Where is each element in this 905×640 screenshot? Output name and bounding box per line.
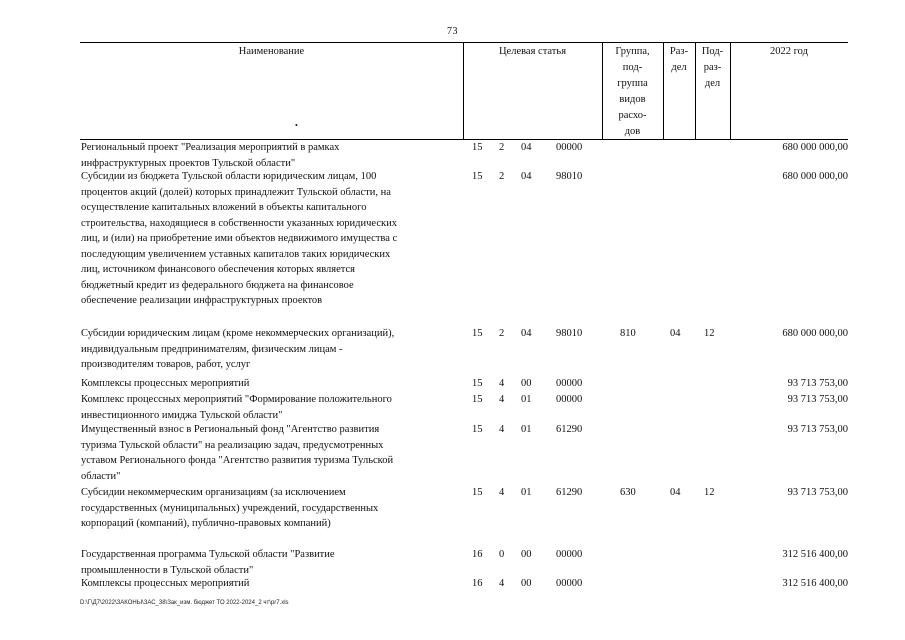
row-c2: 2 <box>499 171 505 182</box>
header-bullet: • <box>295 121 298 130</box>
row-name: Имущественный взнос в Региональный фонд "Агентство развития туризма Тульской области" на реализацию задач, предусмотренных уставом Регионального фонда "Агентство развития туризма Тульской области" <box>81 424 394 482</box>
row-c3: 00 <box>521 378 532 389</box>
table-header <box>80 42 848 140</box>
header-target-article: Целевая статья <box>498 46 567 57</box>
budget-table <box>80 42 848 589</box>
row-c2: 0 <box>499 549 505 560</box>
row-c3: 01 <box>521 394 532 405</box>
row-name: Субсидии из бюджета Тульской области юридическим лицам, 100 процентов акций (долей) которых принадлежит Тульской области, на осуществление капитальных вложений в объекты капитального строительства, находящиеся в собственности указанных юридических лиц, и (или) на приобретение ими объектов недвижимого имущества с последующим увеличением уставных капиталов таких юридических лиц, источником финансового обеспечения которых является бюджетный кредит из федерального бюджета на финансовое обеспечение реализации инфраструктурных проектов <box>81 171 398 306</box>
row-subsection: 12 <box>704 487 715 498</box>
row-c4: 61290 <box>556 487 583 498</box>
row-c2: 4 <box>499 394 505 405</box>
header-group: Группа, под- группа видов расхо- дов <box>615 46 650 137</box>
row-section: 04 <box>670 328 681 339</box>
header-name: Наименование <box>238 46 305 57</box>
row-amount: 312 516 400,00 <box>782 549 848 560</box>
row-amount: 312 516 400,00 <box>782 578 848 589</box>
page-number: 73 <box>447 26 458 37</box>
row-c1: 16 <box>472 578 483 589</box>
row-name: Региональный проект "Реализация мероприятий в рамках инфраструктурных проектов Тульской области" <box>81 142 340 169</box>
row-c1: 15 <box>472 142 483 153</box>
row-c2: 2 <box>499 328 505 339</box>
row-c4: 00000 <box>556 394 583 405</box>
row-name: Комплексы процессных мероприятий <box>81 578 250 589</box>
row-amount: 93 713 753,00 <box>787 394 848 405</box>
row-c3: 00 <box>521 578 532 589</box>
row-section: 04 <box>670 487 681 498</box>
row-name: Субсидии некоммерческим организациям (за исключением государственных (муниципальных) учреждений, государственных корпораций (компаний), публично-правовых компаний) <box>81 487 379 529</box>
row-c4: 00000 <box>556 378 583 389</box>
row-amount: 680 000 000,00 <box>782 171 848 182</box>
row-c2: 4 <box>499 378 505 389</box>
row-c2: 4 <box>499 487 505 498</box>
row-subsection: 12 <box>704 328 715 339</box>
row-c1: 15 <box>472 424 483 435</box>
header-subsection: Под- раз- дел <box>701 46 724 89</box>
row-c4: 61290 <box>556 424 583 435</box>
row-c4: 98010 <box>556 328 583 339</box>
row-amount: 93 713 753,00 <box>787 424 848 435</box>
row-c4: 00000 <box>556 142 583 153</box>
row-c1: 15 <box>472 328 483 339</box>
row-group: 630 <box>620 487 636 498</box>
row-c3: 01 <box>521 487 532 498</box>
row-c1: 16 <box>472 549 483 560</box>
row-c3: 01 <box>521 424 532 435</box>
row-name: Комплексы процессных мероприятий <box>81 378 250 389</box>
header-section: Раз- дел <box>669 46 689 73</box>
header-year: 2022 год <box>770 46 808 57</box>
row-group: 810 <box>620 328 636 339</box>
row-name: Субсидии юридическим лицам (кроме некоммерческих организаций), индивидуальным предпринимателям, физическим лицам - производителям товаров, работ, услуг <box>81 328 395 370</box>
row-name: Государственная программа Тульской области "Развитие промышленности в Тульской области" <box>81 549 335 576</box>
file-path-footer: D:\Г\Д7\2022\ЗАКОНЫ\ЗАС_38\Зак_изм. бюджет ТО 2022-2024_2 чт\pr7.xls <box>80 600 289 606</box>
row-c4: 00000 <box>556 578 583 589</box>
row-c2: 2 <box>499 142 505 153</box>
row-c4: 00000 <box>556 549 583 560</box>
row-c1: 15 <box>472 487 483 498</box>
row-c1: 15 <box>472 378 483 389</box>
row-c4: 98010 <box>556 171 583 182</box>
row-c2: 4 <box>499 578 505 589</box>
row-c3: 04 <box>521 142 532 153</box>
row-c1: 15 <box>472 171 483 182</box>
row-amount: 680 000 000,00 <box>782 328 848 339</box>
row-amount: 680 000 000,00 <box>782 142 848 153</box>
row-c2: 4 <box>499 424 505 435</box>
row-c1: 15 <box>472 394 483 405</box>
row-c3: 04 <box>521 171 532 182</box>
row-c3: 00 <box>521 549 532 560</box>
row-c3: 04 <box>521 328 532 339</box>
row-amount: 93 713 753,00 <box>787 378 848 389</box>
row-name: Комплекс процессных мероприятий "Формирование положительного инвестиционного имиджа Тульской области" <box>81 394 392 421</box>
row-amount: 93 713 753,00 <box>787 487 848 498</box>
